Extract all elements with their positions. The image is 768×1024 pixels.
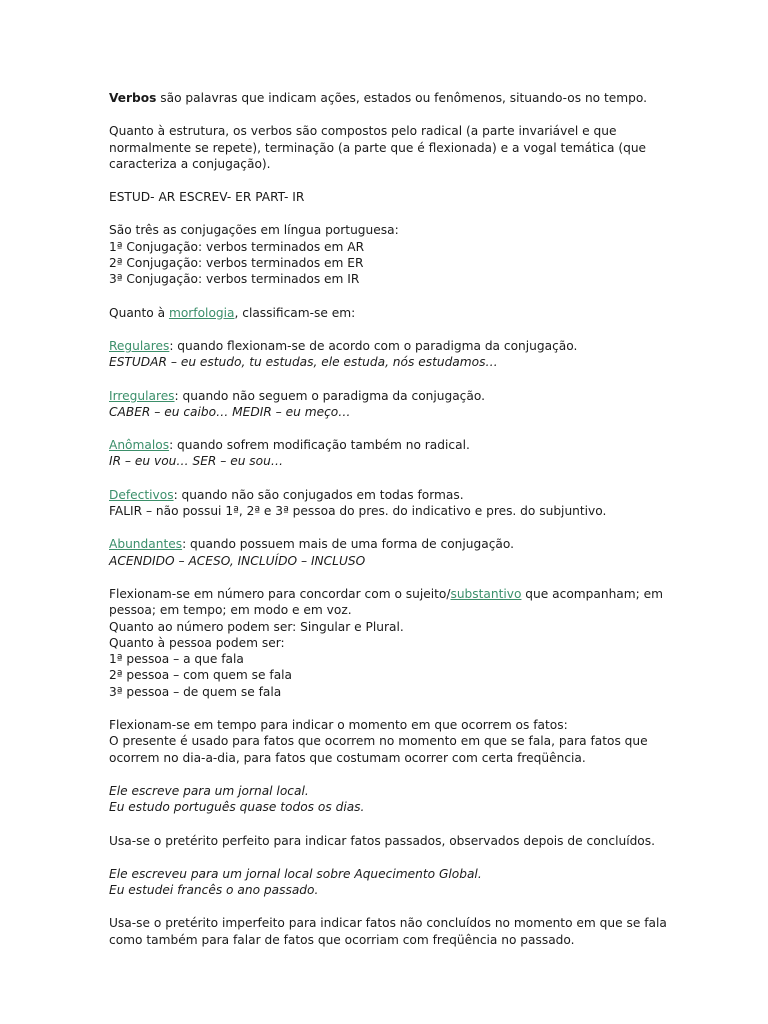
conjugation-item: 3ª Conjugação: verbos terminados em IR — [109, 272, 360, 287]
example-sentence: Ele escreveu para um jornal local sobre Aquecimento Global. — [109, 866, 482, 881]
imperfect-line: Usa-se o pretérito imperfeito para indicar fatos não concluídos no momento em que se fala — [109, 916, 667, 931]
morphology-suffix: , classificam-se em: — [234, 305, 356, 320]
structure-line: normalmente se repete), terminação (a parte que é flexionada) e a vogal temática (que — [109, 140, 647, 155]
tense-line: O presente é usado para fatos que ocorrem no momento em que se fala, para fatos que — [109, 734, 648, 749]
class-description: : quando flexionam-se de acordo com o paradigma da conjugação. — [169, 338, 578, 353]
conjugations-paragraph — [109, 222, 669, 287]
person-item: 2ª pessoa – com quem se fala — [109, 668, 293, 683]
class-example: FALIR – não possui 1ª, 2ª e 3ª pessoa do pres. do indicativo e pres. do subjuntivo. — [109, 504, 607, 519]
inflection-line: pessoa; em tempo; em modo e em voz. — [109, 603, 352, 618]
class-example: IR – eu vou… SER – eu sou… — [109, 454, 284, 469]
class-description: : quando não seguem o paradigma da conjugação. — [174, 388, 485, 403]
class-description: : quando possuem mais de uma forma de conjugação. — [182, 537, 514, 552]
perfect-examples — [109, 866, 669, 899]
tense-line: ocorrem no dia-a-dia, para fatos que costumam ocorrer com certa freqüência. — [109, 750, 586, 765]
morfologia-link[interactable]: morfologia — [168, 305, 235, 320]
conjugation-item: 1ª Conjugação: verbos terminados em AR — [109, 239, 365, 254]
example-sentence: Eu estudei francês o ano passado. — [109, 883, 319, 898]
morphology-paragraph — [109, 305, 669, 321]
class-example: CABER – eu caibo… MEDIR – eu meço… — [109, 404, 351, 419]
imperfect-tense-paragraph — [109, 915, 669, 948]
structure-paragraph — [109, 123, 669, 172]
imperfect-line: como também para falar de fatos que ocorriam com freqüência no passado. — [109, 932, 575, 947]
inflection-line: Quanto ao número podem ser: Singular e Plural. — [109, 619, 404, 634]
example-sentence: Eu estudo português quase todos os dias. — [109, 800, 365, 815]
structure-line: caracteriza a conjugação). — [109, 156, 271, 171]
person-item: 3ª pessoa – de quem se fala — [109, 684, 282, 699]
class-description: : quando sofrem modificação também no radical. — [169, 438, 470, 453]
tense-line: Flexionam-se em tempo para indicar o momento em que ocorrem os fatos: — [109, 718, 568, 733]
radical-example: ESTUD- AR ESCREV- ER PART- IR — [109, 190, 305, 205]
class-irregulares — [109, 388, 669, 421]
person-item: 1ª pessoa – a que fala — [109, 652, 244, 667]
class-abundantes — [109, 536, 669, 569]
inflection-text: Flexionam-se em número para concordar com o sujeito/ — [109, 586, 451, 601]
class-description: : quando não são conjugados em todas formas. — [173, 487, 464, 502]
intro-text: são palavras que indicam ações, estados ou fenômenos, situando-os no tempo. — [156, 91, 648, 105]
substantivo-link[interactable]: substantivo — [450, 586, 522, 601]
inflection-line: Quanto à pessoa podem ser: — [109, 635, 285, 650]
class-defectivos — [109, 487, 669, 520]
structure-line: Quanto à estrutura, os verbos são compostos pelo radical (a parte invariável e que — [109, 124, 617, 139]
morphology-prefix: Quanto à — [109, 305, 169, 320]
class-example: ACENDIDO – ACESO, INCLUÍDO – INCLUSO — [109, 553, 366, 568]
conjugation-item: 2ª Conjugação: verbos terminados em ER — [109, 256, 364, 271]
intro-paragraph — [109, 90, 669, 106]
inflection-text: que acompanham; em — [521, 586, 663, 601]
anomalos-link[interactable]: Anômalos — [109, 438, 170, 453]
document-body — [109, 90, 669, 965]
perfect-tense-paragraph: Usa-se o pretérito perfeito para indicar fatos passados, observados depois de concluídos. — [109, 833, 655, 848]
inflection-paragraph — [109, 586, 669, 700]
abundantes-link[interactable]: Abundantes — [109, 537, 183, 552]
present-examples — [109, 783, 669, 816]
example-sentence: Ele escreve para um jornal local. — [109, 783, 309, 798]
tense-paragraph — [109, 717, 669, 766]
conjugations-heading: São três as conjugações em língua portuguesa: — [109, 223, 399, 238]
class-example: ESTUDAR – eu estudo, tu estudas, ele estuda, nós estudamos… — [109, 355, 498, 370]
irregulares-link[interactable]: Irregulares — [109, 388, 175, 403]
defectivos-link[interactable]: Defectivos — [109, 487, 174, 502]
regulares-link[interactable]: Regulares — [109, 338, 170, 353]
intro-term: Verbos — [109, 91, 157, 105]
class-regulares — [109, 338, 669, 371]
class-anomalos — [109, 437, 669, 470]
